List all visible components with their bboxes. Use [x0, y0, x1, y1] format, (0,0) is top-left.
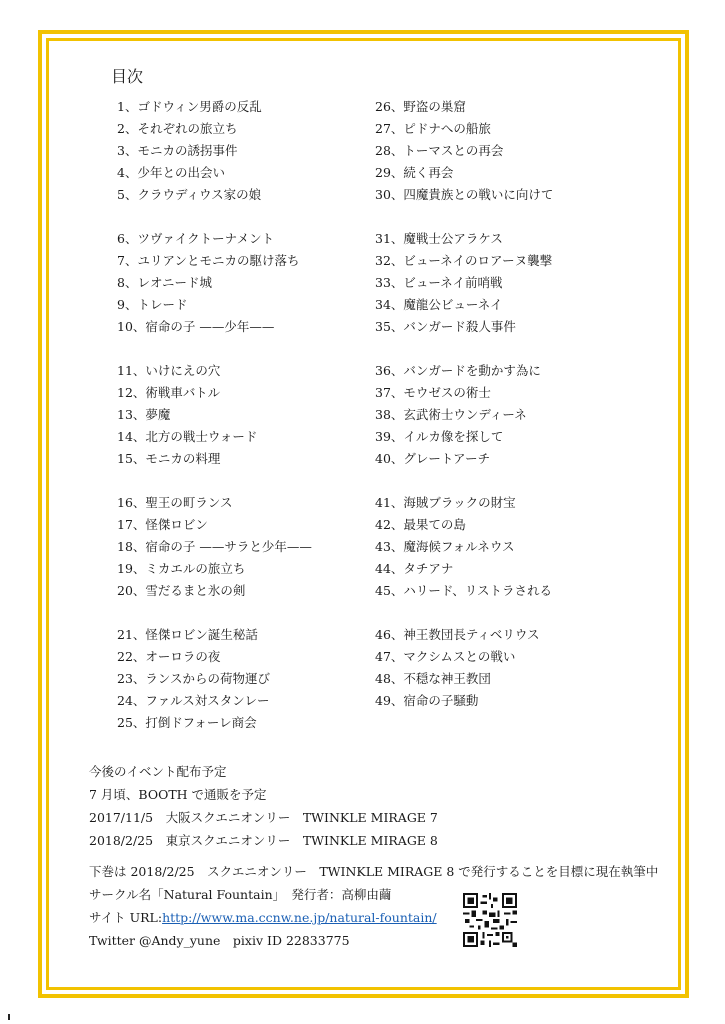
chapter-item: 19、ミカエルの旅立ち [117, 561, 246, 576]
chapter-group [117, 96, 312, 206]
chapter-item: 6、ツヴァイクトーナメント [117, 231, 275, 246]
chapter-group [117, 492, 312, 602]
chapter-item: 7、ユリアンとモニカの駆け落ち [117, 253, 300, 268]
chapter-item: 26、野盗の巣窟 [375, 99, 466, 114]
chapter-item: 29、続く再会 [375, 165, 454, 180]
chapter-item: 31、魔戦士公アラケス [375, 231, 503, 246]
chapter-item: 13、夢魔 [117, 407, 171, 422]
chapter-item: 33、ビューネイ前哨戦 [375, 275, 503, 290]
chapter-item: 24、ファルス対スタンレー [117, 693, 270, 708]
chapter-item: 28、トーマスとの再会 [375, 143, 504, 158]
chapter-item: 18、宿命の子 ——サラと少年—— [117, 539, 312, 554]
site-url-link[interactable]: http://www.ma.ccnw.ne.jp/natural-fountain/ [162, 910, 437, 925]
chapter-item: 20、雪だるまと氷の剣 [117, 583, 246, 598]
chapter-item: 25、打倒ドフォーレ商会 [117, 715, 257, 730]
chapter-item: 47、マクシムスとの戦い [375, 649, 516, 664]
page-title: 目次 [111, 67, 144, 86]
chapter-item: 39、イルカ像を探して [375, 429, 504, 444]
chapter-item: 44、タチアナ [375, 561, 454, 576]
chapter-item: 48、不穏な神王教団 [375, 671, 491, 686]
chapter-item: 2、それぞれの旅立ち [117, 121, 238, 136]
chapter-group [117, 624, 312, 734]
chapter-item: 22、オーロラの夜 [117, 649, 221, 664]
chapter-item: 12、術戦車バトル [117, 385, 221, 400]
chapter-item: 38、玄武術士ウンディーネ [375, 407, 527, 422]
chapter-item: 40、グレートアーチ [375, 451, 491, 466]
chapter-item: 37、モウゼスの術士 [375, 385, 491, 400]
chapter-item: 1、ゴドウィン男爵の反乱 [117, 99, 262, 114]
toc-column-right [375, 96, 553, 734]
chapter-item: 9、トレード [117, 297, 188, 312]
social-info: Twitter @Andy_yune pixiv ID 22833775 [89, 933, 350, 948]
circle-info: サークル名「Natural Fountain」 発行者：高柳由繭 [89, 887, 392, 902]
release-note: 下巻は 2018/2/25 スクエニオンリー TWINKLE MIRAGE 8 で発行することを目標に現在執筆中 [89, 864, 659, 879]
chapter-item: 35、バンガード殺人事件 [375, 319, 516, 334]
chapter-item: 30、四魔貴族との戦いに向けて [375, 187, 554, 202]
chapter-item: 15、モニカの料理 [117, 451, 221, 466]
chapter-item: 4、少年との出会い [117, 165, 225, 180]
event-line: 2017/11/5 大阪スクエニオンリー TWINKLE MIRAGE 7 [89, 810, 438, 825]
chapter-item: 32、ビューネイのロアーヌ襲撃 [375, 253, 553, 268]
event-line: 7 月頃、BOOTH で通販を予定 [89, 787, 267, 802]
chapter-item: 17、怪傑ロビン [117, 517, 208, 532]
qr-code-icon [463, 893, 517, 947]
toc-column-left [117, 96, 312, 756]
chapter-item: 45、ハリード、リストラされる [375, 583, 553, 598]
chapter-item: 10、宿命の子 ——少年—— [117, 319, 275, 334]
chapter-group [375, 624, 553, 712]
chapter-item: 34、魔龍公ビューネイ [375, 297, 503, 312]
chapter-item: 41、海賊ブラックの財宝 [375, 495, 516, 510]
site-line [89, 906, 658, 929]
chapter-group [375, 96, 553, 206]
chapter-item: 42、最果ての島 [375, 517, 466, 532]
chapter-item: 11、いけにえの穴 [117, 363, 221, 378]
chapter-group [117, 228, 312, 338]
chapter-item: 3、モニカの誘拐事件 [117, 143, 238, 158]
chapter-item: 27、ピドナへの船旅 [375, 121, 491, 136]
chapter-item: 43、魔海候フォルネウス [375, 539, 515, 554]
chapter-item: 23、ランスからの荷物運び [117, 671, 271, 686]
footer-info [89, 860, 658, 952]
event-heading: 今後のイベント配布予定 [89, 764, 227, 779]
chapter-item: 8、レオニード城 [117, 275, 212, 290]
chapter-item: 5、クラウディウス家の娘 [117, 187, 262, 202]
chapter-item: 21、怪傑ロビン誕生秘話 [117, 627, 258, 642]
chapter-group [375, 360, 553, 470]
chapter-group [375, 228, 553, 338]
chapter-item: 14、北方の戦士ウォード [117, 429, 258, 444]
event-schedule [89, 760, 438, 852]
site-label: サイト URL: [89, 910, 163, 925]
scan-mark [8, 1014, 10, 1020]
event-line: 2018/2/25 東京スクエニオンリー TWINKLE MIRAGE 8 [89, 833, 438, 848]
chapter-item: 16、聖王の町ランス [117, 495, 233, 510]
chapter-item: 36、バンガードを動かす為に [375, 363, 541, 378]
chapter-item: 49、宿命の子騒動 [375, 693, 479, 708]
chapter-item: 46、神王教団長ティベリウス [375, 627, 540, 642]
chapter-group [375, 492, 553, 602]
chapter-group [117, 360, 312, 470]
